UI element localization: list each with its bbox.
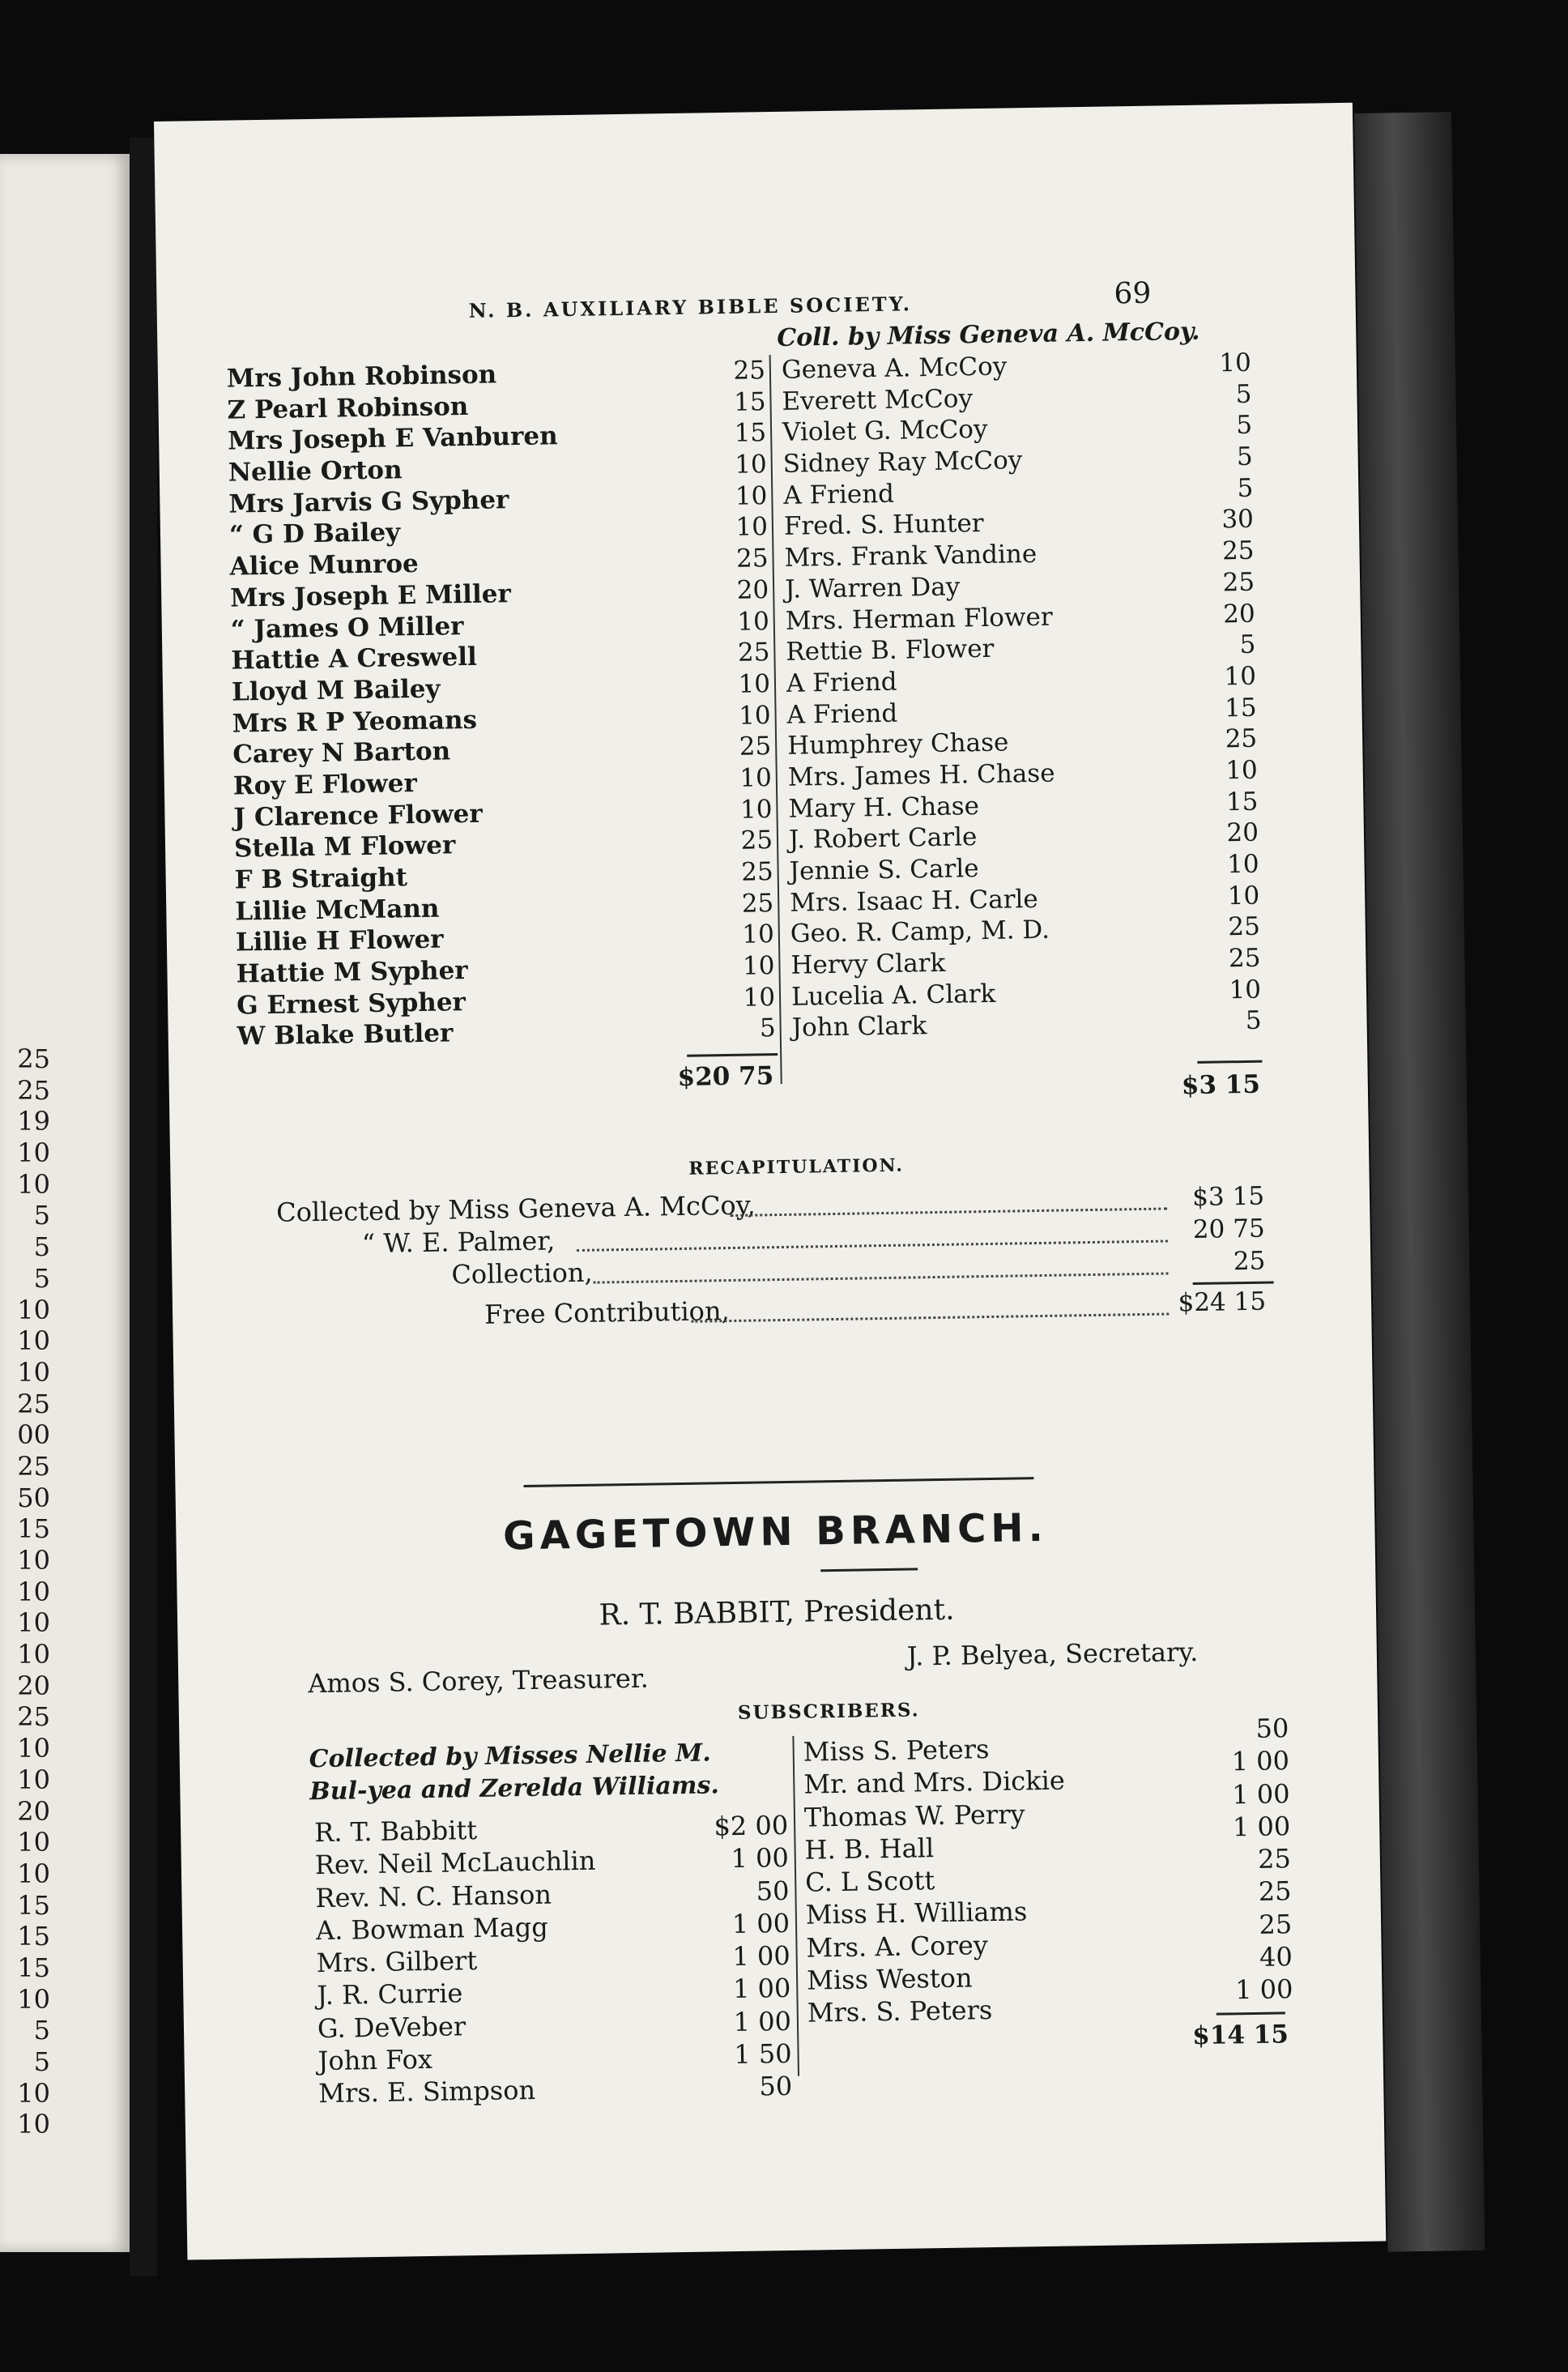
contributor-name: J Clarence Flower: [233, 799, 483, 833]
right-total: $3 15: [1181, 1069, 1261, 1101]
left-page-amount: 10: [17, 1607, 50, 1639]
subscriber-name: John Fox: [317, 2043, 433, 2077]
contributor-name: Hattie A Creswell: [231, 642, 478, 676]
contributor-name: Mrs. Isaac H. Carle: [789, 884, 1039, 918]
left-page-amount: 10: [17, 1545, 50, 1576]
subscriber-name: Mrs. Gilbert: [316, 1945, 478, 1979]
left-page-amount: 25: [17, 1450, 50, 1482]
contributor-name: Fred. S. Hunter: [783, 509, 984, 542]
left-page-amount: 10: [17, 1639, 50, 1670]
subscriber-name: Miss S. Peters: [803, 1734, 990, 1768]
left-page-amount: 10: [17, 1827, 50, 1858]
contributor-name: Roy E Flower: [232, 768, 418, 801]
page-number: 69: [1114, 276, 1152, 311]
contributor-name: “ James O Miller: [230, 611, 464, 645]
subscriber-amount: 1 00: [1234, 1973, 1293, 2006]
right-total-rule: [1197, 1060, 1262, 1064]
subscriber-name: A. Bowman Magg: [315, 1911, 549, 1947]
contributor-name: Z Pearl Robinson: [227, 391, 469, 425]
contributor-name: Hervy Clark: [790, 948, 946, 980]
contributor-name: Geneva A. McCoy: [781, 352, 1008, 385]
left-page-amount: 25: [17, 1043, 50, 1074]
contributor-name: Nellie Orton: [228, 455, 403, 488]
contributor-name: A Friend: [786, 698, 898, 730]
branch-secretary: J. P. Belyea, Secretary.: [906, 1636, 1199, 1672]
left-page-amount: 25: [17, 1388, 50, 1419]
contributor-columns: [158, 317, 1357, 1101]
contributor-name: Alice Munroe: [229, 549, 420, 582]
subscriber-name: Miss Weston: [806, 1962, 973, 1996]
subscriber-amount: $2 00: [714, 1809, 789, 1842]
contributor-name: Rettie B. Flower: [786, 634, 995, 668]
leader-dots: [577, 1240, 1168, 1252]
right-names: [782, 348, 1197, 1044]
left-page-amount: 10: [17, 1983, 50, 2015]
contributor-amount: 10: [1219, 348, 1252, 378]
subscriber-amount: 25: [1257, 1843, 1292, 1875]
subscriber-amount: 1 00: [1232, 1777, 1290, 1810]
recap-label-3: Free Contribution,: [484, 1295, 730, 1330]
left-page-amount: 5: [33, 2015, 50, 2046]
recap-label-2: Collection,: [451, 1256, 593, 1291]
left-page-amount: 15: [17, 1952, 50, 1983]
contributor-name: J. Robert Carle: [788, 822, 978, 855]
contributor-amount: 25: [740, 826, 773, 856]
left-page-amount: 10: [17, 1764, 50, 1795]
contributor-amount: 15: [734, 418, 767, 449]
leader-dots: [594, 1273, 1169, 1284]
branch-total: $14 15: [1191, 2020, 1289, 2051]
contributor-amount: 5: [1239, 629, 1256, 660]
subscriber-name: Rev. N. C. Hanson: [315, 1879, 552, 1913]
subscriber-name: Mrs. A. Corey: [806, 1929, 989, 1964]
contributor-amount: 25: [1222, 567, 1255, 598]
contributor-name: W Blake Butler: [236, 1018, 454, 1052]
left-page-amount: 10: [17, 1325, 50, 1357]
left-names: [227, 356, 707, 1053]
subscriber-amount: 1 00: [1232, 1811, 1291, 1843]
subscriber-amounts-right: [1183, 1712, 1293, 2007]
subscriber-amount: 50: [1255, 1713, 1289, 1744]
left-page-amount: 5: [33, 1262, 50, 1294]
contributor-amount: 20: [736, 574, 769, 605]
book-gutter: [130, 138, 157, 2276]
left-page-amount: 10: [17, 1168, 50, 1200]
contributor-amount: 30: [1221, 505, 1255, 535]
subscriber-amount: 1 00: [1231, 1745, 1290, 1777]
left-page-amount: 5: [33, 2046, 50, 2077]
contributor-amount: 10: [1226, 849, 1259, 880]
contributor-amount: 10: [737, 606, 770, 637]
subscriber-names-right: [803, 1730, 1172, 2030]
subscriber-name: C. L Scott: [804, 1865, 935, 1898]
subscriber-amount: 40: [1259, 1941, 1293, 1973]
contributor-amount: 25: [735, 544, 769, 574]
contributor-amount: 25: [1228, 912, 1261, 942]
recap-title: RECAPITULATION.: [688, 1154, 905, 1180]
contributor-amount: 10: [1227, 881, 1260, 911]
left-page-amount: 15: [17, 1921, 50, 1952]
contributor-amount: 10: [1224, 661, 1257, 692]
recap-label-0: Collected by Miss Geneva A. McCoy,: [275, 1189, 756, 1228]
left-total-rule: [687, 1053, 778, 1057]
left-total: $20 75: [677, 1061, 774, 1092]
left-page-amount: 15: [17, 1513, 50, 1545]
column-divider: [792, 1736, 799, 2076]
recap-amount-1: 20 75: [1192, 1214, 1265, 1245]
contributor-amount: 10: [742, 919, 775, 950]
left-amounts: [668, 355, 776, 1046]
contributor-amount: 25: [740, 857, 773, 887]
collected-by: Collected by Misses Nellie M. Bul-yea and Zerelda Williams.: [309, 1738, 720, 1807]
contributor-amount: 10: [735, 480, 768, 511]
contributor-name: Jennie S. Carle: [789, 854, 979, 886]
subscriber-amount: 25: [1259, 1908, 1293, 1940]
branch-president: R. T. BABBIT, President.: [599, 1593, 955, 1632]
subscriber-name: Miss H. Williams: [805, 1896, 1028, 1931]
recap-amount-3: $24 15: [1178, 1286, 1267, 1318]
recap-amount-0: $3 15: [1191, 1181, 1265, 1213]
contributor-amount: 25: [1221, 535, 1255, 566]
contributor-name: Geo. R. Camp, M. D.: [790, 915, 1050, 949]
contributor-amount: 20: [1226, 817, 1259, 848]
contributor-amount: 10: [739, 794, 773, 825]
contributor-name: A Friend: [786, 667, 897, 698]
contributor-amount: 25: [739, 732, 772, 762]
contributor-amount: 25: [1225, 723, 1258, 754]
contributor-name: Mary H. Chase: [788, 791, 980, 824]
contributor-amount: 15: [1225, 787, 1259, 817]
leader-dots: [730, 1208, 1167, 1217]
contributor-name: “ G D Bailey: [228, 518, 401, 551]
left-page-amount: 10: [17, 1858, 50, 1889]
contributor-name: Mrs. James H. Chase: [787, 758, 1055, 792]
subscribers-label: SUBSCRIBERS.: [737, 1699, 920, 1724]
contributor-amount: 25: [1228, 943, 1261, 974]
contributor-name: Everett McCoy: [782, 383, 974, 416]
left-page-amount: 50: [17, 1482, 50, 1513]
subscriber-amount: 50: [759, 2071, 793, 2102]
branch-title: GAGETOWN BRANCH.: [502, 1504, 1049, 1559]
contributor-name: Violet G. McCoy: [782, 415, 988, 448]
contributor-amount: 5: [1245, 1006, 1262, 1036]
subscriber-list: [179, 1713, 1378, 2110]
subscriber-name: Thomas W. Perry: [803, 1798, 1025, 1833]
subscriber-name: Rev. Neil McLauchlin: [314, 1845, 596, 1881]
contributor-name: J. Warren Day: [784, 572, 961, 604]
recap-amount-2: 25: [1233, 1246, 1266, 1277]
contributor-name: Carey N Barton: [232, 736, 451, 770]
contributor-amount: 10: [735, 450, 768, 480]
subscriber-amount: 1 00: [732, 1973, 791, 2005]
left-page-amount: 25: [17, 1701, 50, 1733]
contributor-amount: 5: [1235, 379, 1252, 409]
contributor-name: Mrs Joseph E Vanburen: [227, 421, 558, 456]
left-page-amount: 00: [17, 1419, 50, 1451]
left-page-amount: 20: [17, 1670, 50, 1701]
left-page-amount: 19: [17, 1106, 50, 1137]
page-header: [157, 276, 1356, 322]
contributor-name: Hattie M Sypher: [236, 956, 468, 989]
contributor-amount: 10: [1225, 755, 1259, 786]
subscriber-amount: 1 00: [733, 2005, 792, 2037]
contributor-amount: 15: [733, 386, 766, 417]
subscriber-name: J. R. Currie: [317, 1977, 463, 2012]
contributor-name: Mrs Joseph E Miller: [229, 578, 512, 613]
subscriber-amount: 1 00: [731, 1842, 790, 1875]
contributor-amount: 5: [1236, 411, 1253, 441]
subscriber-amount: 50: [756, 1875, 790, 1907]
contributor-amount: 25: [733, 356, 766, 386]
right-amounts: [1162, 348, 1262, 1039]
contributor-name: Lillie H Flower: [235, 924, 444, 958]
contributor-amount: 25: [741, 888, 774, 919]
contributor-amount: 5: [1236, 442, 1253, 472]
contributor-amount: 20: [1222, 599, 1255, 629]
contributor-amount: 25: [737, 638, 770, 668]
left-page-amount: 20: [17, 1795, 50, 1827]
left-page-amount: 10: [17, 1137, 50, 1169]
left-page: [0, 154, 130, 2252]
subscriber-amount: 1 50: [734, 2038, 792, 2071]
left-page-amount: 25: [17, 1074, 50, 1106]
left-page-amount: 5: [33, 1231, 50, 1263]
contributor-amount: 15: [1224, 693, 1257, 723]
subscriber-name: G. DeVeber: [317, 2011, 467, 2044]
subscriber-names-left: [314, 1811, 643, 2110]
branch-total-rule: [1216, 2012, 1285, 2015]
contributor-amount: 10: [738, 669, 771, 699]
contributor-name: F B Straight: [234, 863, 408, 895]
contributor-amount: 10: [742, 951, 775, 981]
contributor-name: Mrs R P Yeomans: [232, 705, 478, 739]
contributor-name: Lillie McMann: [235, 894, 440, 927]
contributor-name: John Clark: [791, 1011, 927, 1043]
recap-label-1: “ W. E. Palmer,: [361, 1225, 556, 1260]
subscriber-name: H. B. Hall: [804, 1832, 935, 1866]
contributor-amount: 10: [738, 700, 771, 731]
leader-dots: [691, 1312, 1169, 1322]
section-rule: [523, 1477, 1033, 1487]
contributor-amount: 10: [739, 763, 773, 793]
subscriber-amounts-left: [667, 1809, 793, 2105]
contributor-amount: 10: [1229, 975, 1262, 1005]
contributor-name: Stella M Flower: [233, 830, 456, 864]
subscriber-name: Mr. and Mrs. Dickie: [803, 1764, 1066, 1800]
title-underline: [820, 1568, 918, 1572]
contributor-amount: 5: [759, 1013, 776, 1043]
contributor-name: Mrs. Herman Flower: [785, 602, 1053, 636]
contributor-amount: 5: [1237, 473, 1254, 503]
left-page-amount: 10: [17, 1356, 50, 1388]
main-page: [154, 103, 1386, 2260]
subscriber-name: R. T. Babbitt: [313, 1814, 478, 1849]
contributor-name: Humphrey Chase: [786, 727, 1009, 762]
recapitulation: [170, 1148, 1369, 1330]
left-page-amount: 5: [33, 1200, 50, 1231]
left-page-amount: 10: [17, 1294, 50, 1325]
contributor-name: Mrs Jarvis G Sypher: [228, 484, 509, 519]
running-head: N. B. AUXILIARY BIBLE SOCIETY.: [468, 292, 913, 322]
left-page-amount: 10: [17, 1733, 50, 1764]
contributor-name: Sidney Ray McCoy: [782, 446, 1023, 479]
subscriber-name: Mrs. S. Peters: [807, 1994, 993, 2029]
contributor-name: Mrs. Frank Vandine: [784, 540, 1038, 573]
subscriber-name: Mrs. E. Simpson: [317, 2075, 536, 2110]
subscriber-amount: 25: [1258, 1875, 1292, 1908]
left-page-amount: 10: [17, 2109, 50, 2140]
left-page-amount: 10: [17, 1576, 50, 1607]
contributor-name: A Friend: [783, 479, 895, 510]
subscriber-amount: 1 00: [731, 1907, 790, 1939]
recap-sum-rule: [1193, 1281, 1274, 1285]
subscriber-amount: 1 00: [732, 1940, 790, 1973]
left-page-amount: 10: [17, 2077, 50, 2109]
contributor-amount: 10: [735, 512, 769, 543]
branch-treasurer: Amos S. Corey, Treasurer.: [308, 1662, 650, 1700]
contributor-name: G Ernest Sypher: [236, 987, 467, 1021]
contributor-name: Lucelia A. Clark: [790, 979, 996, 1012]
contributor-name: Mrs John Robinson: [226, 360, 497, 394]
right-heading: Coll. by Miss Geneva A. McCoy.: [777, 317, 1200, 352]
left-page-amount: 15: [17, 1889, 50, 1921]
left-page-amounts: [0, 1043, 50, 2140]
contributor-amount: 10: [743, 982, 776, 1013]
contributor-name: Lloyd M Bailey: [231, 674, 441, 707]
